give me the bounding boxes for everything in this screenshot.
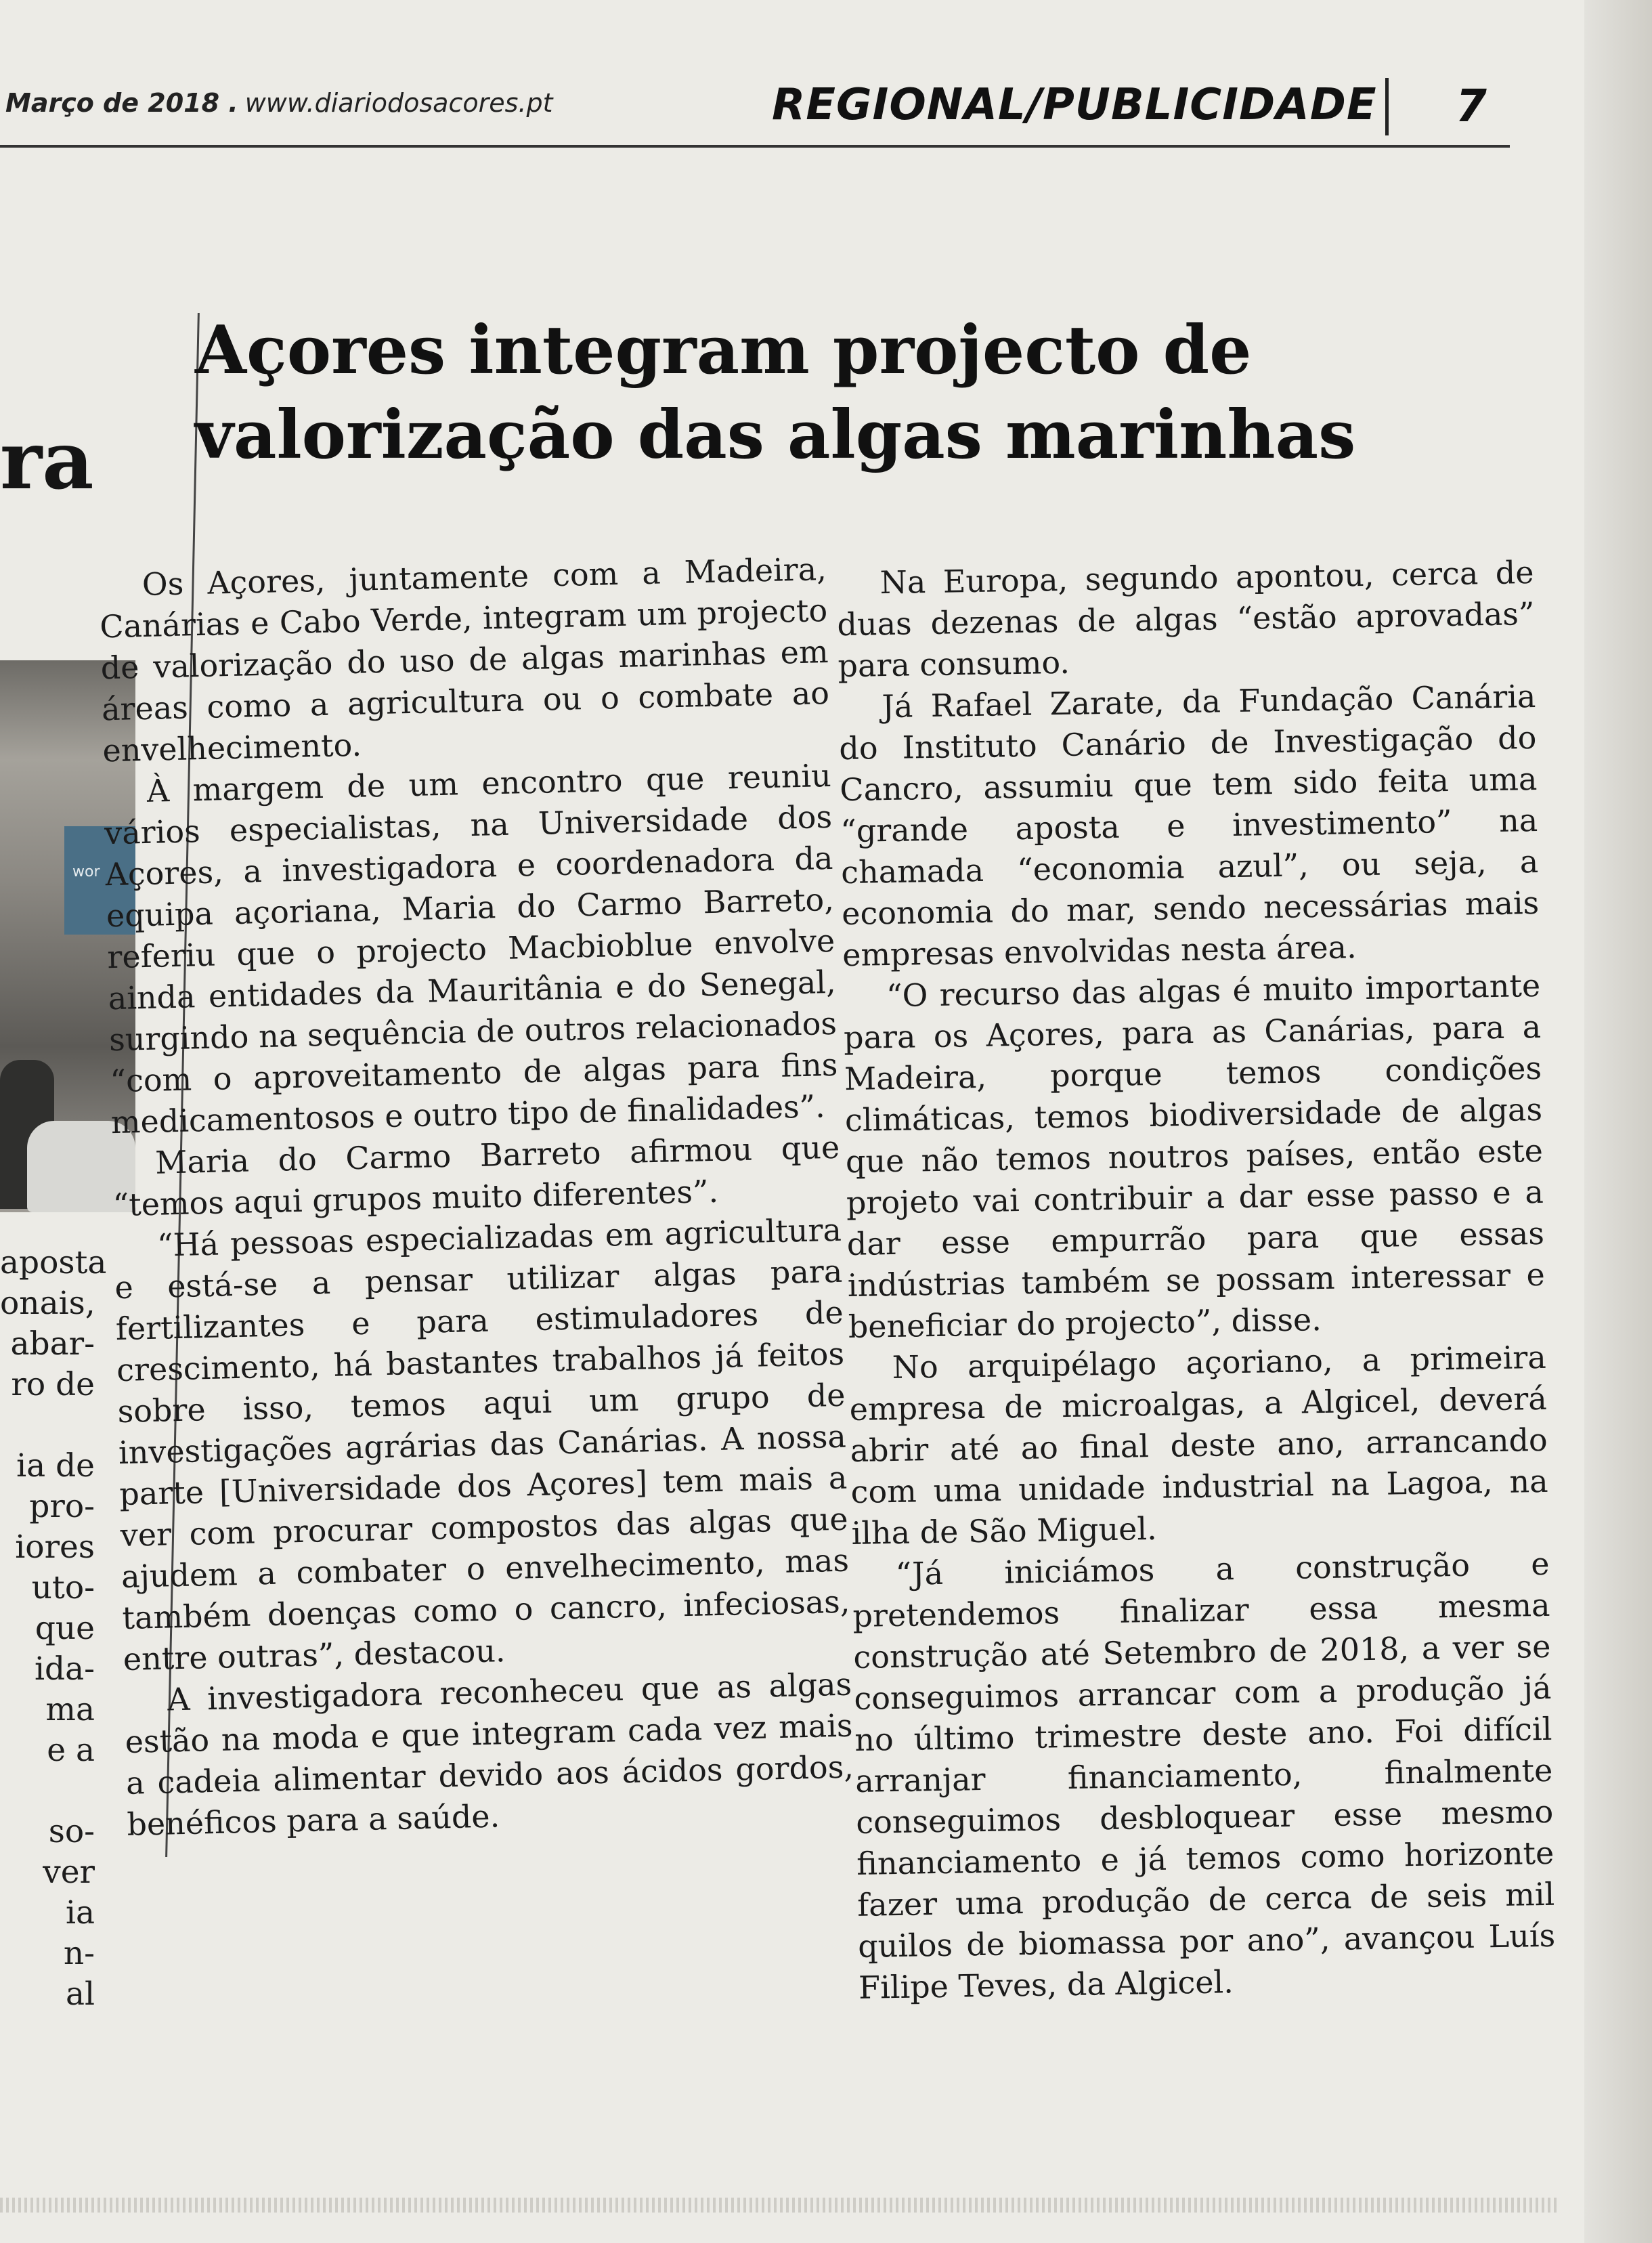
fragment-line: ro de	[11, 1366, 95, 1403]
fragment-line: ida-	[34, 1650, 95, 1688]
fragment-line: uto-	[31, 1569, 95, 1606]
fragment-line: abar-	[10, 1325, 95, 1363]
header-rule	[0, 145, 1510, 148]
fragment-line: que	[35, 1610, 95, 1647]
fragment-line: aposta	[0, 1244, 107, 1281]
header-date: Março de 2018 .	[5, 88, 238, 118]
fragment-line: al	[65, 1975, 95, 2013]
header-url: www.diariodosacores.pt	[244, 88, 553, 118]
fragment-line: ver	[43, 1854, 95, 1891]
fragment-line: ia	[65, 1894, 95, 1931]
fragment-line	[0, 1405, 95, 1446]
article-paragraph: No arquipélago açoriano, a primeira empresa de microalgas, a Algicel, deverá abrir até ao final deste ano, arrancando com uma unidade industrial na Lagoa, na ilha de São Miguel.	[849, 1338, 1548, 1552]
section-title: REGIONAL/PUBLICIDADE	[772, 80, 1377, 130]
article-column-2	[836, 552, 1556, 2009]
article-paragraph: “Há pessoas especializadas em agricultura e está-se a pensar utilizar algas para fertilizantes e para estimuladores de crescimento, há bastantes trabalhos já feitos sobre isso, temos aqui um grupo de investigações agrárias das Canárias. A nossa parte [Universidade dos Açores] tem mais a ver com procurar compostos das algas que ajudem a combater o envelhecimento, mas também doenças como o cancro, infeciosas, entre outras”, destacou.	[114, 1211, 850, 1678]
fragment-line: iores	[15, 1529, 95, 1566]
article-paragraph: Maria do Carmo Barreto afirmou que “temos aqui grupos muito diferentes”.	[112, 1128, 840, 1224]
article-paragraph: A investigadora reconheceu que as algas estão na moda e que integram cada vez mais a cadeia alimentar devido aos ácidos gordos, benéficos para a saúde.	[125, 1665, 854, 1843]
page-number: 7	[1456, 80, 1487, 132]
fragment-line: ma	[45, 1691, 95, 1728]
article-headline	[195, 308, 1515, 477]
article-paragraph: “O recurso das algas é muito importante para os Açores, para as Canárias, para a Madeira, porque temos condições climáticas, temos biodiversidade de algas que não temos noutros países, então este projeto vai contribuir a dar esse passo e a dar esse empurrão para que essas indústrias também se possam interessar e beneficiar do projecto”, disse.	[843, 966, 1546, 1346]
previous-article-text-fragment	[0, 1243, 107, 2015]
header-separator	[1385, 78, 1389, 135]
page-bottom-strip	[0, 2198, 1557, 2213]
headline-line-1: Açores integram projecto de	[195, 312, 1252, 389]
previous-article-title-fragment: ra	[0, 413, 94, 507]
article-paragraph: “Já iniciámos a construção e pretendemos finalizar essa mesma construção até Setembro de 2018, a ver se conseguimos arrancar com a produção já no último trimestre deste ano. Foi difícil arranjar financiamento, finalmente conseguimos desbloquear esse mesmo financiamento e já temos como horizonte fazer uma produção de cerca de seis mil quilos de biomassa por ano”, avançou Luís Filipe Teves, da Algicel.	[852, 1545, 1556, 2006]
article-paragraph: À margem de um encontro que reuniu vários especialistas, na Universidade dos Açores, a investigadora e coordenadora da equipa açoriana, Maria do Carmo Barreto, referiu que o projecto Macbioblue envolve ainda entidades da Mauritânia e do Senegal, surgindo na sequência de outros relacionados “com o aproveitamento de algas para fins medicamentosos e outro tipo de finalidades”.	[104, 756, 838, 1141]
fragment-line	[0, 1771, 95, 1812]
article-paragraph: Os Açores, juntamente com a Madeira, Canárias e Cabo Verde, integram um projecto de valorização do uso de algas marinhas em áreas como a agricultura ou o combate ao envelhecimento.	[99, 550, 830, 769]
fragment-line: e a	[47, 1732, 95, 1769]
article-paragraph: Na Europa, segundo apontou, cerca de duas dezenas de algas “estão aprovadas” para consumo.	[837, 553, 1535, 685]
article-paragraph: Já Rafael Zarate, da Fundação Canária do Instituto Canário de Investigação do Cancro, assumiu que tem sido feita uma “grande aposta e investimento” na chamada “economia azul”, ou seja, a economia do mar, sendo necessárias mais empresas envolvidas nesta área.	[839, 677, 1540, 974]
fragment-line: pro-	[29, 1488, 95, 1525]
page-edge-shadow	[1584, 0, 1652, 2243]
fragment-line: so-	[48, 1813, 95, 1850]
fragment-line: onais,	[0, 1285, 95, 1322]
photo-sign: wor	[64, 826, 135, 935]
fragment-line: n-	[63, 1935, 95, 1972]
headline-line-2: valorização das algas marinhas	[195, 396, 1356, 474]
article-column-1	[98, 549, 855, 1845]
header-dateline	[5, 88, 552, 118]
fragment-line: ia de	[16, 1447, 95, 1484]
